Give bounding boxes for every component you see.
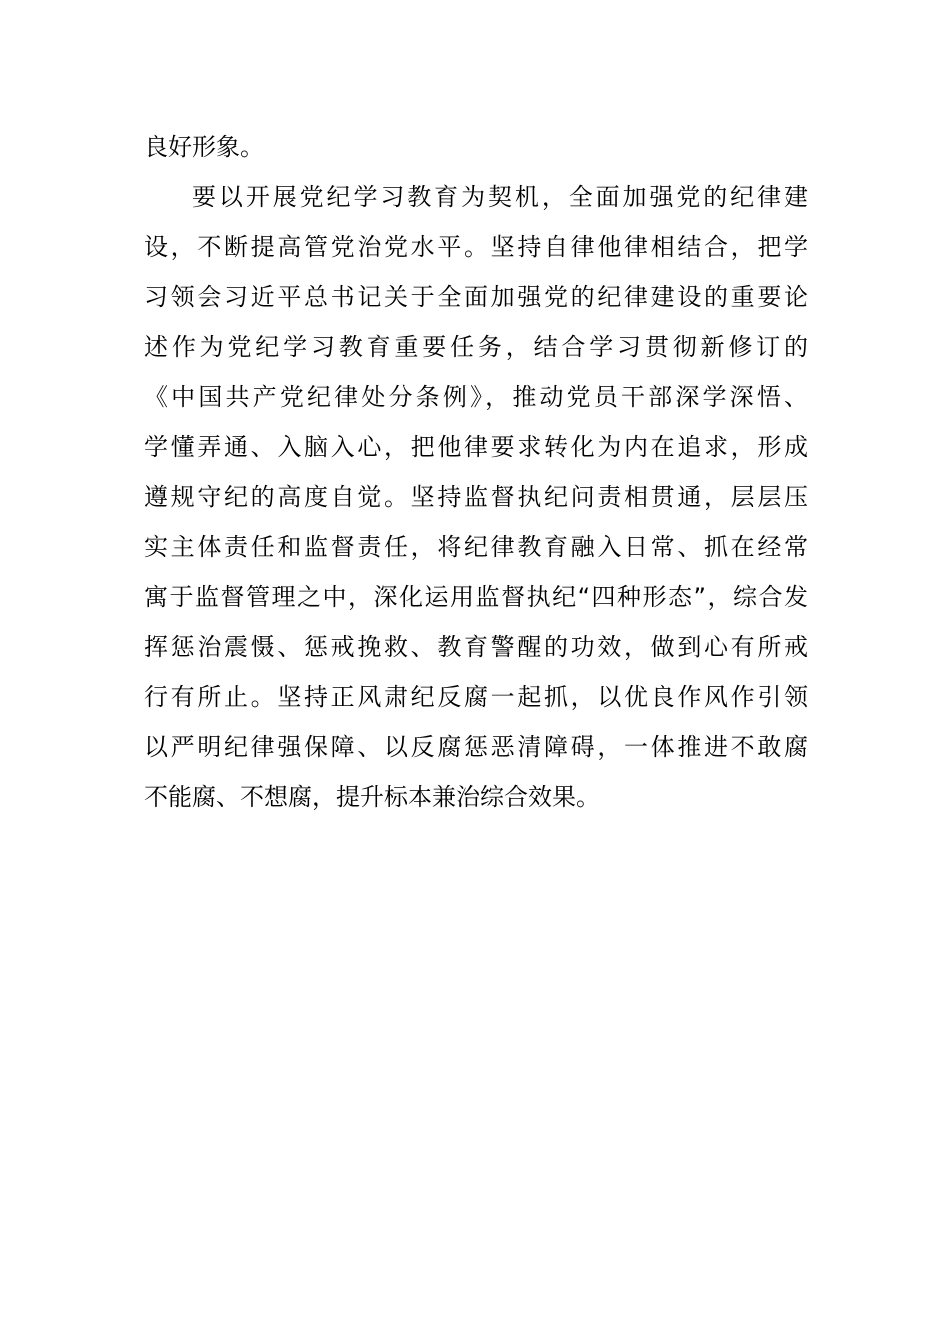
paragraph-1-line-1: 良好形象。 — [144, 133, 264, 161]
paragraph-2-line-11: 行有所止。坚持正风肃纪反腐一起抓，以优良作风作引领 — [144, 683, 808, 711]
paragraph-2-line-5: 《中国共产党纪律处分条例》，推动党员干部深学深悟、 — [144, 383, 808, 411]
paragraph-2-line-2: 设，不断提高管党治党水平。坚持自律他律相结合，把学 — [144, 233, 808, 261]
paragraph-2-line-3: 习领会习近平总书记关于全面加强党的纪律建设的重要论 — [144, 283, 808, 311]
paragraph-2-line-4: 述作为党纪学习教育重要任务，结合学习贯彻新修订的 — [144, 333, 808, 361]
paragraph-2-line-12: 以严明纪律强保障、以反腐惩恶清障碍，一体推进不敢腐 — [144, 733, 808, 761]
paragraph-2-line-9: 寓于监督管理之中，深化运用监督执纪“四种形态”，综合发 — [144, 583, 808, 611]
paragraph-2-line-7: 遵规守纪的高度自觉。坚持监督执纪问责相贯通，层层压 — [144, 483, 808, 511]
document-body — [144, 122, 808, 822]
paragraph-2-line-1: 要以开展党纪学习教育为契机，全面加强党的纪律建 — [192, 183, 808, 211]
paragraph-2-line-10: 挥惩治震慑、惩戒挽救、教育警醒的功效，做到心有所戒 — [144, 633, 808, 661]
paragraph-2-line-8: 实主体责任和监督责任，将纪律教育融入日常、抓在经常 — [144, 533, 808, 561]
paragraph-2-line-6: 学懂弄通、入脑入心，把他律要求转化为内在追求，形成 — [144, 433, 808, 461]
paragraph-2-line-13: 不能腐、不想腐，提升标本兼治综合效果。 — [144, 783, 600, 811]
